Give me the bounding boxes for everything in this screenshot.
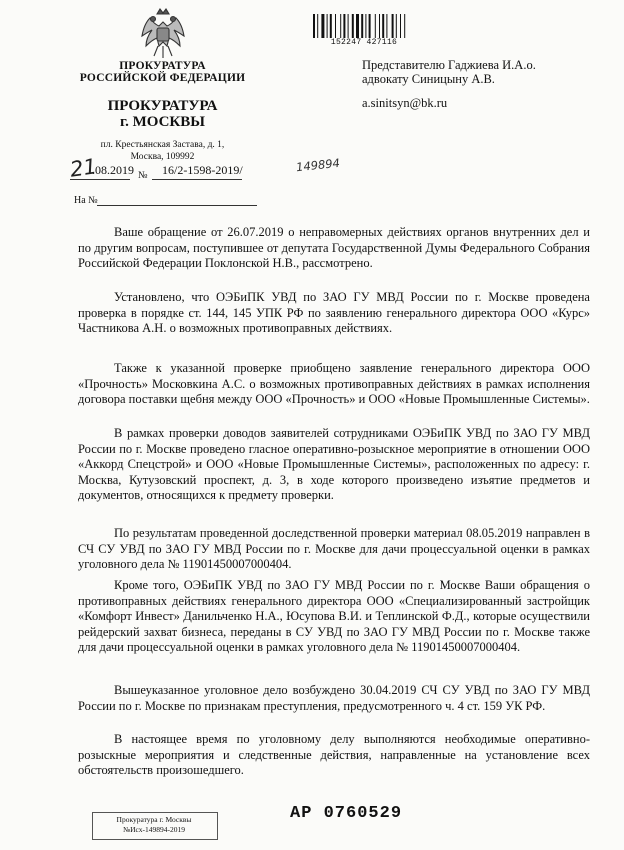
body-paragraph: Кроме того, ОЭБиПК УВД по ЗАО ГУ МВД России по г. Москве Ваши обращения о противоправных действиях генерального директора ООО «Специализированный застройщик «Комфорт Инвест» Данильченко Н.А., Юсупова В.И. и Теплинской Ф.Д., которые осуществили рейдерский захват бизнеса, переданы в СУ УВД по ЗАО ГУ МВД России по г. Москве также для дачи процессуальной оценки в рамках уголовного дела № 11901450007000404. <box>78 578 590 654</box>
body-paragraph: Ваше обращение от 26.07.2019 о неправомерных действиях органов внутренних дел и по другим вопросам, поступившее от депутата Государственной Думы Федерального Собрания Российской Федерации Поклонской Н.В., рассмотрено. <box>78 225 590 270</box>
org-name-line2: РОССИЙСКОЙ ФЕДЕРАЦИИ <box>79 72 246 84</box>
number-label: № <box>138 170 148 181</box>
office-name-line2: г. МОСКВЫ <box>119 114 206 130</box>
body-paragraph: По результатам проведенной доследственной проверки материал 08.05.2019 направлен в СЧ СУ УВД по ЗАО ГУ МВД России по г. Москве для дачи процессуальной оценки в рамках уголовного дела № 11901450007000404. <box>78 526 590 571</box>
body-paragraph: В настоящее время по уголовному делу выполняются необходимые оперативно-розыскные мероприятия и следственные действия, направленные на установление всех обстоятельств произошедшего. <box>78 732 590 777</box>
reply-to-label: На № <box>74 195 98 206</box>
body-paragraph: В рамках проверки доводов заявителей сотрудниками ОЭБиПК УВД по ЗАО ГУ МВД России по г. Москве проведено гласное оперативно-розыскное мероприятие в отношении ООО «Аккорд Спецстрой» и ООО «Новые Промышленные Системы», расположенных по адресу: г. Москва, Кутузовский проспект, д. 3, в ходе которого произведено изъятие предметов и документов, относящихся к предмету проверки. <box>78 426 590 502</box>
reply-to-underline <box>97 205 257 206</box>
stamp-line2: №Исх-149894-2019 <box>122 825 186 834</box>
recipient-email: a.sinitsyn@bk.ru <box>362 96 448 110</box>
handwritten-day: 21 <box>68 154 99 182</box>
barcode-number: 152247 427116 <box>330 38 398 47</box>
letter-date: .08.2019 <box>92 163 134 177</box>
org-name-line1: ПРОКУРАТУРА <box>119 60 206 72</box>
body-paragraph: Вышеуказанное уголовное дело возбуждено 30.04.2019 СЧ СУ УВД по ЗАО ГУ МВД России по г. Москве по признакам преступления, предусмотренного ч. 4 ст. 159 УК РФ. <box>78 683 590 713</box>
office-address-line2: Москва, 109992 <box>130 152 195 162</box>
barcode-icon <box>313 14 415 38</box>
number-underline <box>152 179 242 180</box>
office-address-line1: пл. Крестьянская Застава, д. 1, <box>100 140 225 150</box>
date-underline <box>70 179 130 180</box>
body-paragraph: Установлено, что ОЭБиПК УВД по ЗАО ГУ МВД России по г. Москве проведена проверка в порядке ст. 144, 145 УПК РФ по заявлению генерального директора ООО «Курс» Частникова А.Н. о возможных противоправных действиях. <box>78 290 590 335</box>
body-paragraph: Также к указанной проверке приобщено заявление генерального директора ООО «Прочность» Московкина А.С. о возможных противоправных действиях в рамках исполнения договора поставки щебня между ООО «Прочность» и ООО «Новые Промышленные Системы». <box>78 361 590 406</box>
form-serial-number: АР 0760529 <box>290 804 403 823</box>
office-name-line1: ПРОКУРАТУРА <box>107 98 218 114</box>
outgoing-number: 16/2-1598-2019/ <box>162 163 243 177</box>
recipient-line2: адвокату Синицыну А.В. <box>362 72 495 86</box>
handwritten-number: 149894 <box>295 155 341 175</box>
recipient-line1: Представителю Гаджиева И.А.о. <box>362 58 536 72</box>
russian-emblem-icon <box>138 6 188 62</box>
stamp-line1: Прокуратура г. Москвы <box>116 815 192 824</box>
